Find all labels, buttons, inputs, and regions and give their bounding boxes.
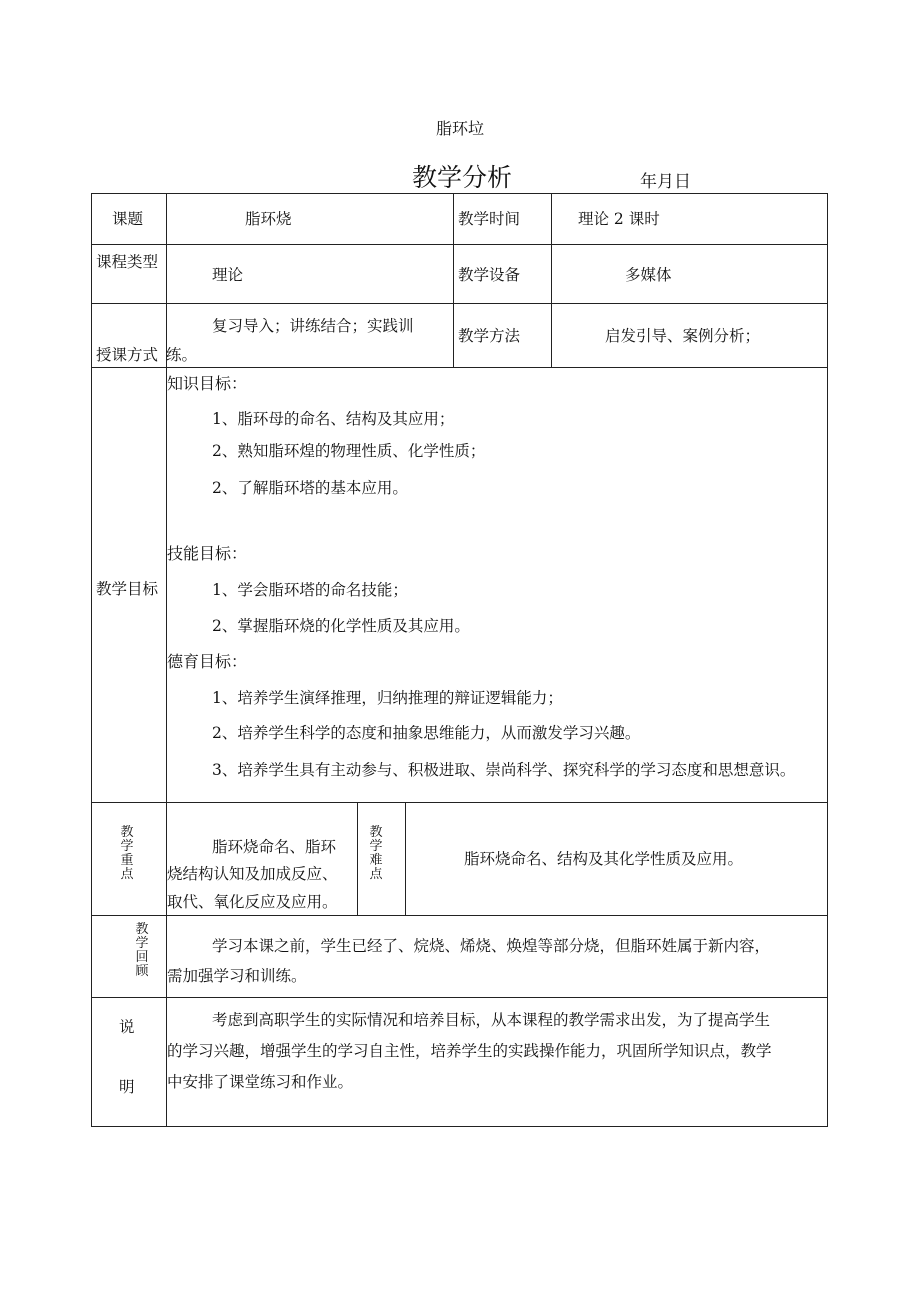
note-line3: 中安排了课堂练习和作业。 [167, 1073, 354, 1091]
teaching-mode-value-line2: 练。 [166, 346, 198, 364]
teaching-method-label: 教学方法 [458, 327, 521, 345]
skill-objective-item: 1、学会脂环塔的命名技能； [212, 581, 408, 599]
course-type-value: 理论 [212, 266, 244, 284]
review-line1: 学习本课之前，学生已经了、烷烧、烯烧、焕煌等部分烧，但脂环姓属于新内容， [212, 937, 771, 955]
knowledge-objective-item: 2、熟知脂环煌的物理性质、化学性质； [212, 442, 486, 460]
knowledge-objective-item: 1、脂环母的命名、结构及其应用； [212, 410, 455, 428]
note-label-char1: 说 [119, 1018, 135, 1036]
key-points-value-line1: 脂环烧命名、脂环 [212, 838, 337, 856]
key-points-label: 教学重点 [120, 825, 134, 882]
date-label: 年月日 [640, 172, 691, 192]
key-points-value-line3: 取代、氧化反应及应用。 [167, 893, 338, 911]
page-title: 教学分析 [412, 163, 513, 192]
note-line2: 的学习兴趣，增强学生的学习自主性，培养学生的实践操作能力，巩固所学知识点，教学 [167, 1042, 772, 1060]
difficult-points-value: 脂环烧命名、结构及其化学性质及应用。 [464, 850, 744, 868]
course-type-label: 课程类型 [96, 253, 159, 271]
note-label-char2: 明 [119, 1078, 135, 1096]
document-top-title: 脂环垃 [435, 119, 484, 138]
knowledge-objective-item: 2、了解脂环塔的基本应用。 [212, 479, 408, 497]
key-points-value-line2: 烧结构认知及加成反应、 [167, 865, 338, 883]
skill-objective-item: 2、掌握脂环烧的化学性质及其应用。 [212, 617, 470, 635]
moral-objective-item: 2、培养学生科学的态度和抽象思维能力，从而激发学习兴趣。 [212, 724, 641, 742]
moral-objective-item: 1、培养学生演绎推理，归纳推理的辩证逻辑能力； [212, 689, 563, 707]
review-line2: 需加强学习和训练。 [167, 967, 307, 985]
note-line1: 考虑到高职学生的实际情况和培养目标，从本课程的教学需求出发，为了提高学生 [212, 1011, 771, 1029]
teaching-time-label: 教学时间 [458, 210, 521, 228]
topic-label: 课题 [112, 210, 144, 228]
skill-objectives-title: 技能目标： [167, 544, 248, 563]
teaching-mode-label: 授课方式 [96, 346, 159, 364]
teaching-time-value: 理论 2 课时 [578, 210, 660, 228]
teaching-mode-value-line1: 复习导入；讲练结合；实践训 [212, 317, 414, 335]
review-label: 教学回顾 [135, 922, 149, 979]
moral-objectives-title: 德育目标： [167, 652, 248, 671]
teaching-equipment-value: 多媒体 [625, 266, 672, 284]
objectives-label: 教学目标 [96, 580, 159, 598]
moral-objective-item: 3、培养学生具有主动参与、积极进取、崇尚科学、探究科学的学习态度和思想意识。 [212, 761, 796, 779]
teaching-method-value: 启发引导、案例分析； [605, 327, 761, 345]
knowledge-objectives-title: 知识目标： [167, 374, 248, 393]
topic-value: 脂环烧 [245, 210, 292, 228]
teaching-equipment-label: 教学设备 [458, 266, 521, 284]
difficult-points-label: 教学难点 [369, 825, 383, 882]
